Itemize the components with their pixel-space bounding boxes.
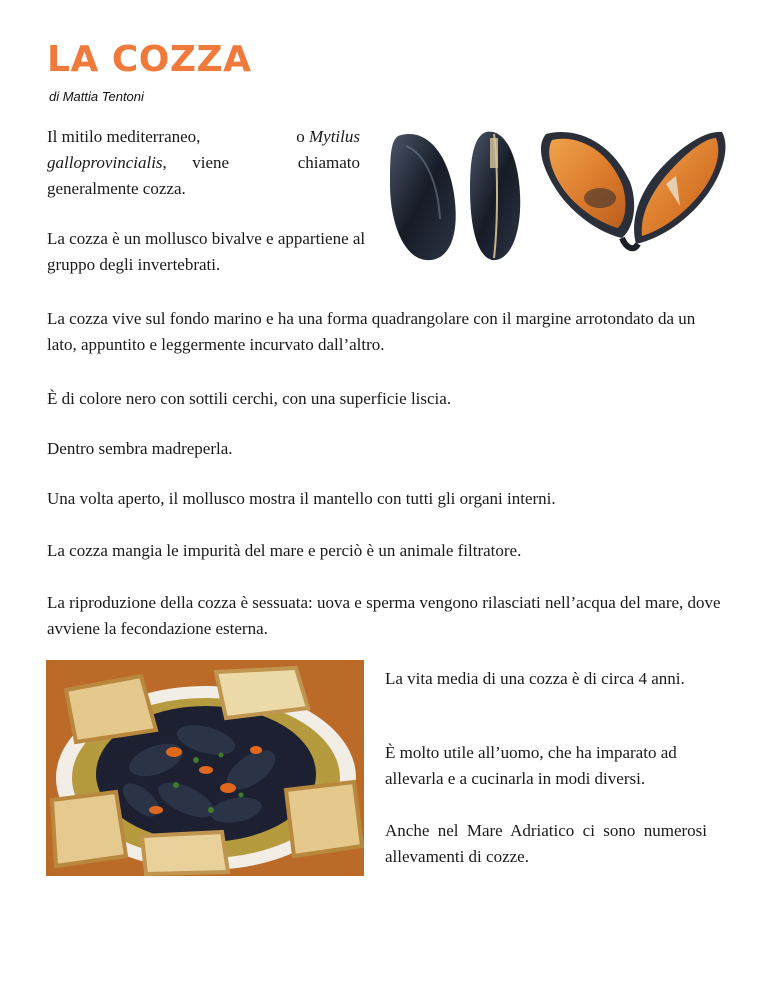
paragraph-bivalve: La cozza è un mollusco bivalve e appartiene al gruppo degli invertebrati. [47,229,366,274]
intro-line-3: generalmente cozza. [47,179,186,198]
intro-text-b: , viene [162,153,230,172]
intro-species-name: galloprovincialis [47,153,163,172]
paragraph-inside: Dentro sembra madreperla. [47,439,233,458]
paragraph-lifespan: La vita media di una cozza è di circa 4 anni. [385,669,685,688]
page-title: LA COZZA [47,39,252,80]
paragraph-filter: La cozza mangia le impurità del mare e perciò è un animale filtratore. [47,541,522,560]
paragraph-color: È di colore nero con sottili cerchi, con una superficie liscia. [47,389,452,408]
paragraph-adriatic: Anche nel Mare Adriatico ci sono numerosi allevamenti di cozze. [385,821,707,866]
intro-right-col [274,124,360,176]
intro-text-c: o [296,127,309,146]
paragraph-habitat: La cozza vive sul fondo marino e ha una forma quadrangolare con il margine arrotondato da un lato, appuntito e leggermente incurvato dall’altro. [47,309,696,354]
paragraph-open: Una volta aperto, il mollusco mostra il mantello con tutti gli organi interni. [47,489,556,508]
paragraph-useful: È molto utile all’uomo, che ha imparato ad allevarla e a cucinarla in modi diversi. [385,743,677,788]
intro-genus-name: Mytilus [309,127,360,146]
intro-text-a: Il mitilo mediterraneo, [47,127,201,146]
intro-text-d: chiamato [297,153,360,172]
paragraph-reproduction: La riproduzione della cozza è sessuata: uova e sperma vengono rilasciati nell’acqua del mare, dove avviene la fecondazione esterna. [47,593,721,638]
mussel-shells-image [386,124,732,264]
intro-line-1-left [47,124,247,176]
author-byline: di Mattia Tentoni [49,89,144,104]
mussel-dish-image [46,660,364,876]
